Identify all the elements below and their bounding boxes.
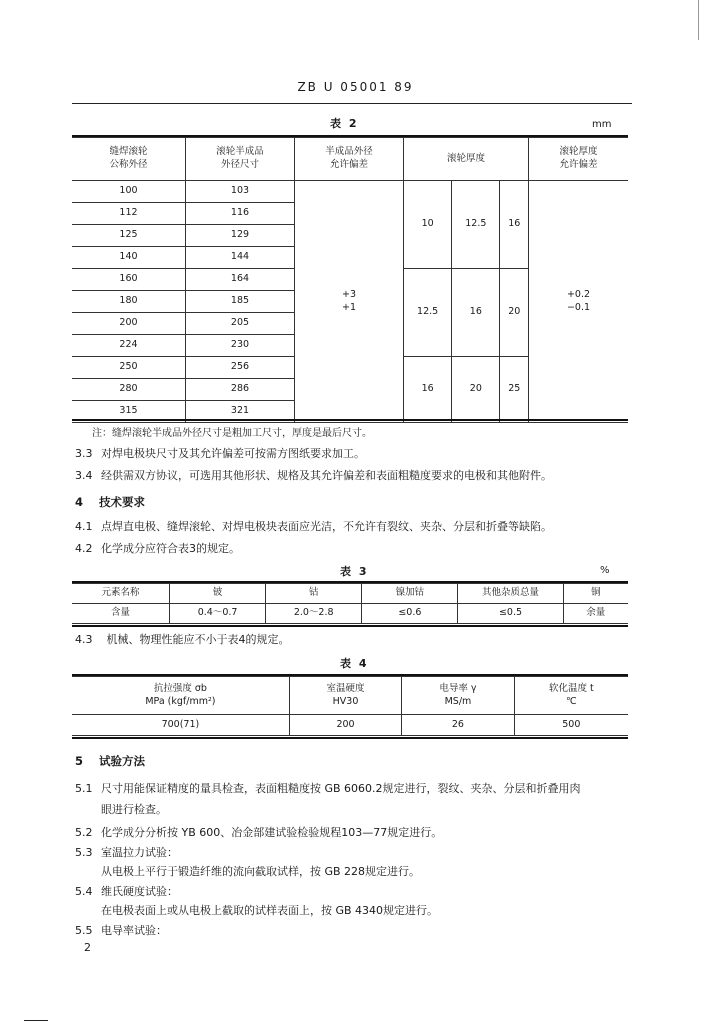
paragraph [75,844,178,862]
table2-header-thickness: 滚轮厚度 [404,138,529,181]
table2-cell-blank: 256 [186,357,295,379]
paragraph-text: 化学成分分析按 YB 600、冶金部建试验检验规程103—77规定进行。 [101,826,443,839]
paragraph [75,902,438,920]
table2-cell-nominal: 200 [72,313,186,335]
table2-note: 注：缝焊滚轮半成品外径尺寸是粗加工尺寸，厚度是最后尺寸。 [92,428,372,439]
table3-header-ni-co: 镍加钴 [362,584,458,604]
paragraph [75,922,167,940]
paragraph-text: 对焊电极块尺寸及其允许偏差可按需方图纸要求加工。 [101,447,365,460]
paragraph-number: 4.2 [75,542,93,555]
table2 [72,137,628,423]
table2-cell-deviation: +3 +1 [295,181,404,423]
table2-caption: 表 2 [330,117,359,130]
table2-cell-blank: 185 [186,291,295,313]
section5-heading [75,753,145,769]
para-4-3-number: 4.3 [75,633,93,646]
table3-cell-co: 2.0～2.8 [266,604,362,624]
table2-cell-nominal: 125 [72,225,186,247]
table4-header-tensile [72,677,289,715]
paragraph [75,445,365,463]
table3-caption: 表 3 [340,565,369,578]
table2-cell-blank: 205 [186,313,295,335]
para-4-3 [75,631,290,649]
section4-number: 4 [75,495,84,509]
paragraph-text: 点焊直电极、缝焊滚轮、对焊电极块表面应光洁，不允许有裂纹、夹杂、分层和折叠等缺陷。 [101,520,552,533]
table2-cell-thickness: 16 [500,181,529,269]
table4-cell-softening: 500 [514,715,628,736]
paragraph-number: 5.4 [75,885,93,898]
paragraph-text: 室温拉力试验： [101,846,178,859]
table2-cell-blank: 164 [186,269,295,291]
table4 [72,676,628,736]
paragraph [75,467,552,485]
table4-cell-tensile: 700(71) [72,715,289,736]
table3-cell-label: 含量 [72,604,170,624]
paragraph-text: 维氏硬度试验： [101,885,178,898]
table2-cell-nominal: 140 [72,247,186,269]
paragraph [75,801,167,819]
table2-cell-nominal: 100 [72,181,186,203]
table2-unit: mm [592,119,612,130]
table3-cell-ni-co: ≤0.6 [362,604,458,624]
table2-header-blank-diameter: 滚轮半成品 外径尺寸 [186,138,295,181]
table2-cell-blank: 230 [186,335,295,357]
table2-cell-blank: 103 [186,181,295,203]
paragraph [75,780,581,798]
paragraph-number: 4.1 [75,520,93,533]
table2-header-thickness-tolerance: 滚轮厚度 允许偏差 [529,138,629,181]
paragraph-number: 5.3 [75,846,93,859]
table4-header-tensile-unit: MPa (kgf/mm²) [145,695,216,707]
table3-header-be: 铍 [170,584,266,604]
table3-header-co: 钴 [266,584,362,604]
table2-cell-nominal: 160 [72,269,186,291]
paragraph-number: 5.5 [75,924,93,937]
table2-cell-blank: 321 [186,401,295,423]
table2-cell-nominal: 250 [72,357,186,379]
table2-cell-thickness: 25 [500,357,529,423]
table3-header-element: 元素名称 [72,584,170,604]
table2-cell-nominal: 280 [72,379,186,401]
table3-cell-impurities: ≤0.5 [458,604,563,624]
section5-title: 试验方法 [99,754,146,768]
table2-cell-blank: 129 [186,225,295,247]
table4-header-tensile-name: 抗拉强度 σb [153,682,207,694]
table4-header-conductivity [402,677,514,715]
table4-header-hardness [289,677,401,715]
table3-header-cu: 铜 [563,584,628,604]
table4-cell-hardness: 200 [289,715,401,736]
section4-title: 技术要求 [99,495,146,509]
paragraph-text: 在电极表面上或从电极上截取的试样表面上，按 GB 4340规定进行。 [101,904,439,917]
table2-cell-nominal: 112 [72,203,186,225]
paragraph [75,518,552,536]
paragraph-number: 3.3 [75,447,93,460]
scan-mark [24,1020,48,1021]
table4-caption: 表 4 [340,657,369,670]
table3-cell-be: 0.4～0.7 [170,604,266,624]
table3-unit: % [600,565,610,576]
table2-cell-thickness: 16 [452,269,500,357]
table4-cell-conductivity: 26 [402,715,514,736]
paragraph [75,540,240,558]
table4-header-hardness-name: 室温硬度 [326,682,365,694]
table2-cell-thickness: 16 [404,357,452,423]
table4-header-conductivity-unit: MS/m [444,695,472,707]
paragraph-number: 3.4 [75,469,93,482]
paragraph [75,883,178,901]
paragraph-text: 尺寸用能保证精度的量具检查，表面粗糙度按 GB 6060.2规定进行，裂纹、夹杂、分层和折叠用肉 [101,782,581,795]
paragraph-text: 电导率试验： [101,924,167,937]
table2-cell-nominal: 315 [72,401,186,423]
section4-heading [75,494,145,510]
table4-bottom-rule [72,737,628,739]
page-number: 2 [84,941,91,954]
table2-cell-thickness: 12.5 [452,181,500,269]
table4-header-hardness-unit: HV30 [332,695,359,707]
table3 [72,583,628,624]
table3-cell-cu: 余量 [563,604,628,624]
table2-cell-thickness: 12.5 [404,269,452,357]
table3-header-impurities: 其他杂质总量 [458,584,563,604]
table4-header-softening [514,677,628,715]
table2-cell-thickness-tolerance: +0.2 −0.1 [529,181,629,423]
table2-cell-blank: 286 [186,379,295,401]
table2-header-diameter-tolerance: 半成品外径 允许偏差 [295,138,404,181]
paragraph-number: 5.1 [75,782,93,795]
table2-bottom-rule [72,419,628,421]
table4-header-conductivity-name: 电导率 γ [439,682,477,694]
scan-edge [698,0,699,40]
paragraph-text: 眼进行检查。 [101,803,167,816]
standard-code-header: ZB U 05001 89 [297,80,414,94]
table4-header-softening-unit: ℃ [565,695,577,707]
table3-bottom-rule [72,625,628,627]
section5-number: 5 [75,754,84,768]
paragraph [75,863,420,881]
para-4-3-text: 机械、物理性能应不小于表4的规定。 [106,633,290,646]
table2-cell-nominal: 180 [72,291,186,313]
table2-cell-blank: 144 [186,247,295,269]
paragraph-text: 经供需双方协议，可选用其他形状、规格及其允许偏差和表面粗糙度要求的电极和其他附件。 [101,469,552,482]
paragraph-number: 5.2 [75,826,93,839]
table2-header-nominal-diameter: 缝焊滚轮 公称外径 [72,138,186,181]
table4-header-softening-name: 软化温度 t [548,682,594,694]
table2-cell-thickness: 20 [452,357,500,423]
paragraph-text: 化学成分应符合表3的规定。 [101,542,240,555]
table2-cell-blank: 116 [186,203,295,225]
header-rule [72,103,632,104]
table2-cell-thickness: 20 [500,269,529,357]
paragraph [75,824,442,842]
paragraph-text: 从电极上平行于锻造纤维的流向截取试样，按 GB 228规定进行。 [101,865,421,878]
table2-cell-thickness: 10 [404,181,452,269]
table2-cell-nominal: 224 [72,335,186,357]
